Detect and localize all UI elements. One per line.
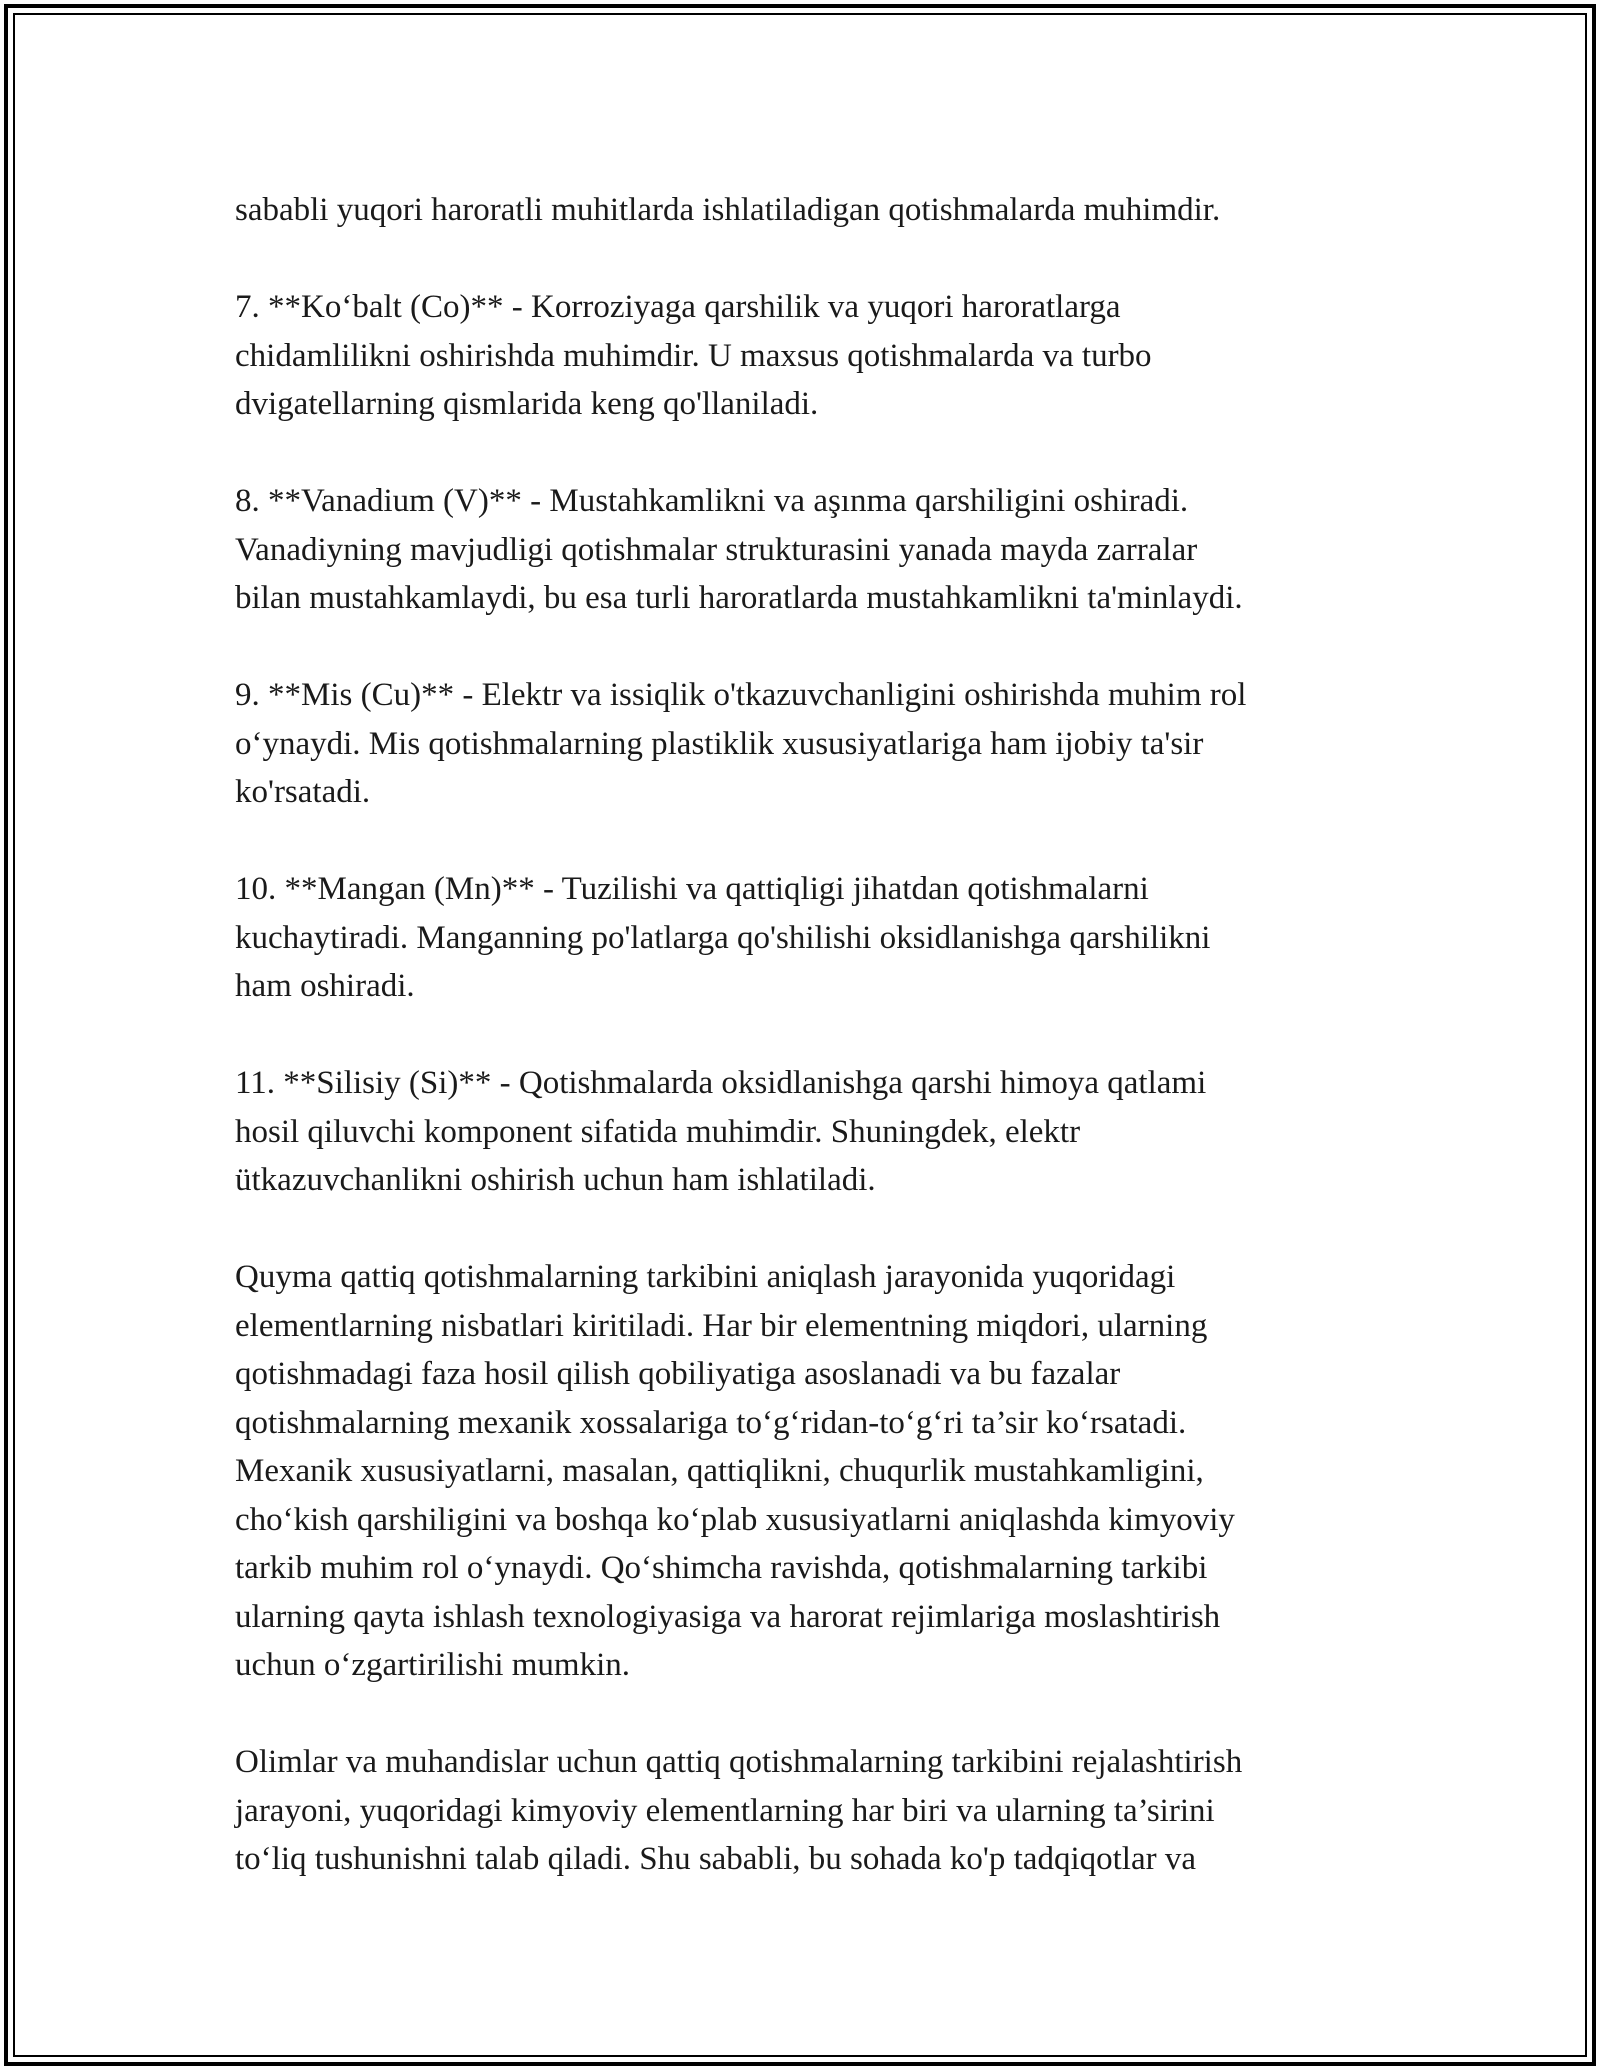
- text-line: o‘ynaydi. Mis qotishmalarning plastiklik xususiyatlariga ham ijobiy ta'sir: [235, 725, 1204, 762]
- text-line: qotishmadagi faza hosil qilish qobiliyatiga asoslanadi va bu fazalar: [235, 1356, 1121, 1392]
- text-line: 10. **Mangan (Mn)** - Tuzilishi va qattiqligi jihatdan qotishmalarni: [235, 871, 1149, 907]
- text-line: 7. **Ko‘balt (Co)** - Korroziyaga qarshilik va yuqori haroratlarga: [235, 289, 1121, 325]
- text-line: ularning qayta ishlash texnologiyasiga va harorat rejimlariga moslashtirish: [235, 1598, 1221, 1635]
- text-line: ko'rsatadi.: [235, 774, 371, 810]
- text-line: ütkazuvchanlikni oshirish uchun ham ishlatiladi.: [235, 1162, 876, 1198]
- list-item-vanadium: [235, 477, 1375, 623]
- text-line: ham oshiradi.: [235, 968, 415, 1004]
- text-line: qotishmalarning mexanik xossalariga to‘g‘ridan-to‘g‘ri ta’sir ko‘rsatadi.: [235, 1404, 1187, 1441]
- text-line: to‘liq tushunishni talab qiladi. Shu sababli, bu sohada ko'p tadqiqotlar va: [235, 1841, 1196, 1877]
- text-line: elementlarning nisbatlari kiritiladi. Har bir elementning miqdori, ularning: [235, 1307, 1208, 1344]
- text-line: Vanadiyning mavjudligi qotishmalar strukturasini yanada mayda zarralar: [235, 531, 1198, 568]
- text-line: uchun o‘zgartirilishi mumkin.: [235, 1647, 631, 1683]
- text-line: sababli yuqori haroratli muhitlarda ishlatiladigan qotishmalarda muhimdir.: [235, 192, 1221, 228]
- text-line: Olimlar va muhandislar uchun qattiq qotishmalarning tarkibini rejalashtirish: [235, 1744, 1243, 1780]
- paragraph-continuation: [235, 186, 1375, 235]
- text-line: hosil qiluvchi komponent sifatida muhimdir. Shuningdek, elektr: [235, 1113, 1081, 1150]
- text-line: 11. **Silisiy (Si)** - Qotishmalarda oksidlanishga qarshi himoya qatlami: [235, 1065, 1207, 1101]
- text-line: kuchaytiradi. Manganning po'latlarga qo'shilishi oksidlanishga qarshilikni: [235, 919, 1211, 956]
- text-line: 8. **Vanadium (V)** - Mustahkamlikni va aşınma qarshiligini oshiradi.: [235, 483, 1189, 519]
- document-body: [235, 186, 1375, 1884]
- text-line: cho‘kish qarshiligini va boshqa ko‘plab xususiyatlarni aniqlashda kimyoviy: [235, 1501, 1235, 1538]
- text-line: tarkib muhim rol o‘ynaydi. Qo‘shimcha ravishda, qotishmalarning tarkibi: [235, 1550, 1208, 1586]
- paragraph-quyma: [235, 1253, 1375, 1690]
- list-item-mangan: [235, 865, 1375, 1011]
- text-line: jarayoni, yuqoridagi kimyoviy elementlarning har biri va ularning ta’sirini: [235, 1792, 1215, 1829]
- list-item-kobalt: [235, 283, 1375, 429]
- list-item-mis: [235, 671, 1375, 817]
- text-line: 9. **Mis (Cu)** - Elektr va issiqlik o'tkazuvchanligini oshirishda muhim rol: [235, 677, 1247, 713]
- text-line: Mexanik xususiyatlarni, masalan, qattiqlikni, chuqurlik mustahkamligini,: [235, 1453, 1204, 1489]
- text-line: bilan mustahkamlaydi, bu esa turli haroratlarda mustahkamlikni ta'minlaydi.: [235, 580, 1243, 616]
- text-line: Quyma qattiq qotishmalarning tarkibini aniqlash jarayonida yuqoridagi: [235, 1259, 1176, 1295]
- list-item-silisiy: [235, 1059, 1375, 1205]
- text-line: dvigatellarning qismlarida keng qo'llaniladi.: [235, 386, 819, 422]
- text-line: chidamlilikni oshirishda muhimdir. U maxsus qotishmalarda va turbo: [235, 337, 1152, 374]
- paragraph-olimlar: [235, 1738, 1375, 1884]
